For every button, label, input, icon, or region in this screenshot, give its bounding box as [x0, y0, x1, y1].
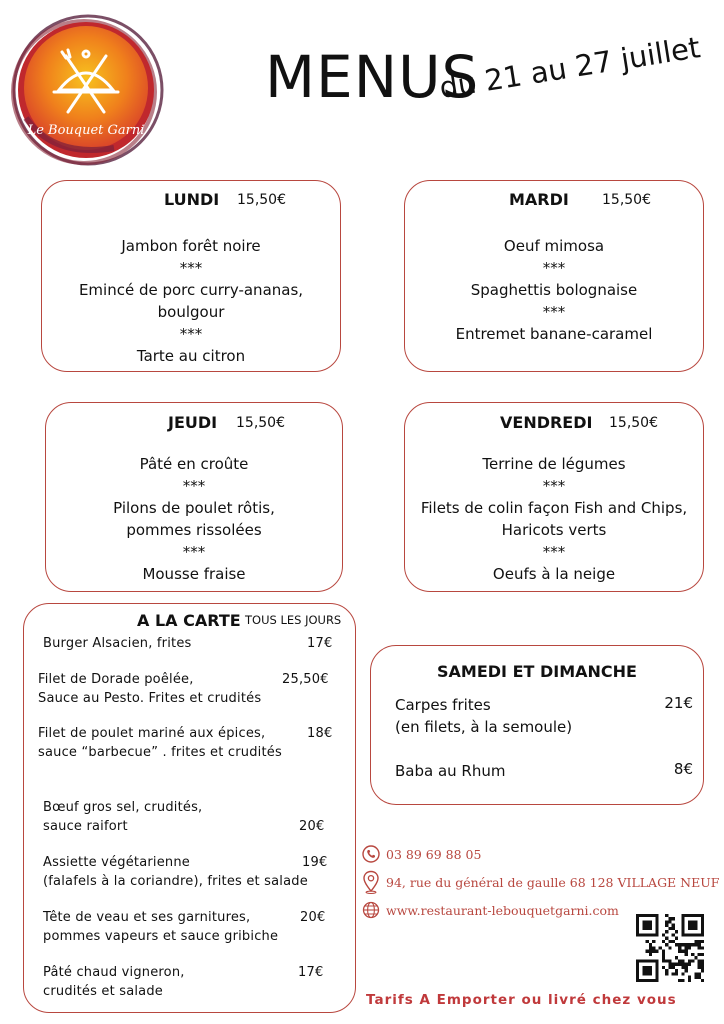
day-label: VENDREDI	[500, 413, 593, 432]
carte-item	[38, 724, 338, 762]
item-line: Filet de poulet mariné aux épices,	[38, 726, 266, 741]
map-pin-icon	[362, 870, 380, 894]
item-line: sauce “barbecue” . frites et crudités	[38, 745, 282, 760]
item-line: Pâté chaud vigneron,	[43, 965, 185, 980]
website-link[interactable]: www.restaurant-lebouquetgarni.com	[386, 902, 619, 918]
item-price: 17€	[307, 636, 333, 651]
item-line: crudités et salade	[43, 984, 163, 999]
menu-card-vendredi	[404, 402, 704, 592]
contact-website[interactable]	[362, 901, 619, 919]
dish-line: Filets de colin façon Fish and Chips,	[420, 499, 688, 517]
a-la-carte-card	[23, 603, 356, 1013]
dish-line: Haricots verts	[501, 521, 607, 539]
date-range: du 21 au 27 juillet	[436, 30, 703, 105]
item-line: Carpes frites	[395, 696, 491, 714]
dish-line: Spaghettis bolognaise	[470, 281, 638, 299]
item-line: Filet de Dorade poêlée,	[38, 672, 194, 687]
separator: ***	[182, 477, 206, 495]
separator: ***	[542, 543, 566, 561]
menu-price: 15,50€	[237, 192, 286, 208]
weekend-card	[370, 645, 704, 805]
dish-line: pommes rissolées	[126, 521, 262, 539]
carte-item	[43, 634, 333, 653]
item-line: Sauce au Pesto. Frites et crudités	[38, 691, 262, 706]
menu-price: 15,50€	[609, 415, 658, 431]
menu-card-lundi	[41, 180, 341, 372]
dish-line: Oeufs à la neige	[492, 565, 616, 583]
item-line: pommes vapeurs et sauce gribiche	[43, 929, 279, 944]
globe-icon	[362, 901, 380, 919]
item-price: 18€	[307, 726, 333, 741]
item-line: (en filets, à la semoule)	[395, 718, 573, 736]
carte-title: A LA CARTE	[137, 611, 241, 630]
item-price: 20€	[300, 910, 326, 925]
item-line: Bœuf gros sel, crudités,	[43, 800, 203, 815]
weekend-item	[395, 694, 572, 738]
day-label: LUNDI	[164, 190, 220, 209]
carte-subtitle: TOUS LES JOURS	[245, 613, 342, 627]
dish-line: Jambon forêt noire	[121, 237, 261, 255]
item-line: Assiette végétarienne	[43, 855, 191, 870]
contact-address	[362, 870, 719, 894]
dish-line: Mousse fraise	[142, 565, 246, 583]
menu-dishes	[42, 235, 340, 367]
menu-dishes	[405, 453, 703, 585]
dish-line: boulgour	[157, 303, 225, 321]
menu-price: 15,50€	[602, 192, 651, 208]
menu-card-mardi	[404, 180, 704, 372]
carte-item	[38, 670, 338, 708]
contact-phone[interactable]	[362, 845, 481, 863]
menu-card-jeudi	[45, 402, 343, 592]
item-price: 21€	[664, 694, 693, 712]
separator: ***	[542, 477, 566, 495]
separator: ***	[542, 303, 566, 321]
item-price: 25,50€	[282, 672, 329, 687]
day-label: JEUDI	[168, 413, 218, 432]
menu-dishes	[405, 235, 703, 345]
qr-code[interactable]	[636, 914, 704, 982]
dish-line: Entremet banane-caramel	[455, 325, 653, 343]
carte-item	[43, 908, 333, 946]
item-price: 20€	[299, 819, 325, 834]
carte-item	[43, 963, 333, 1001]
dish-line: Terrine de légumes	[482, 455, 626, 473]
separator: ***	[542, 259, 566, 277]
address-text: 94, rue du général de gaulle 68 128 VILLAGE NEUF	[386, 874, 720, 890]
dish-line: Pilons de poulet rôtis,	[113, 499, 275, 517]
item-line: Baba au Rhum	[395, 762, 506, 780]
page-title: MENUS	[265, 43, 480, 111]
separator: ***	[179, 325, 203, 343]
phone-number: 03 89 69 88 05	[386, 846, 482, 862]
item-price: 19€	[302, 855, 328, 870]
carte-item	[43, 798, 333, 836]
weekend-item	[395, 760, 505, 782]
separator: ***	[182, 543, 206, 561]
day-label: MARDI	[509, 190, 569, 209]
item-price: 8€	[673, 760, 693, 778]
dish-line: Oeuf mimosa	[503, 237, 605, 255]
item-line: sauce raifort	[43, 819, 128, 834]
footer-tagline: Tarifs A Emporter ou livré chez vous	[366, 992, 677, 1008]
svg-text:Le Bouquet Garni: Le Bouquet Garni	[27, 123, 145, 138]
item-line: (falafels à la coriandre), frites et salade	[43, 874, 308, 889]
item-line: Tête de veau et ses garnitures,	[43, 910, 251, 925]
dish-line: Emincé de porc curry-ananas,	[78, 281, 304, 299]
menu-dishes	[46, 453, 342, 585]
menu-price: 15,50€	[236, 415, 285, 431]
item-price: 17€	[298, 965, 324, 980]
phone-icon	[362, 845, 380, 863]
item-line: Burger Alsacien, frites	[43, 636, 192, 651]
restaurant-logo	[4, 8, 168, 172]
dish-line: Pâté en croûte	[139, 455, 249, 473]
dish-line: Tarte au citron	[136, 347, 246, 365]
separator: ***	[179, 259, 203, 277]
weekend-title: SAMEDI ET DIMANCHE	[437, 662, 637, 681]
carte-item	[43, 853, 343, 891]
